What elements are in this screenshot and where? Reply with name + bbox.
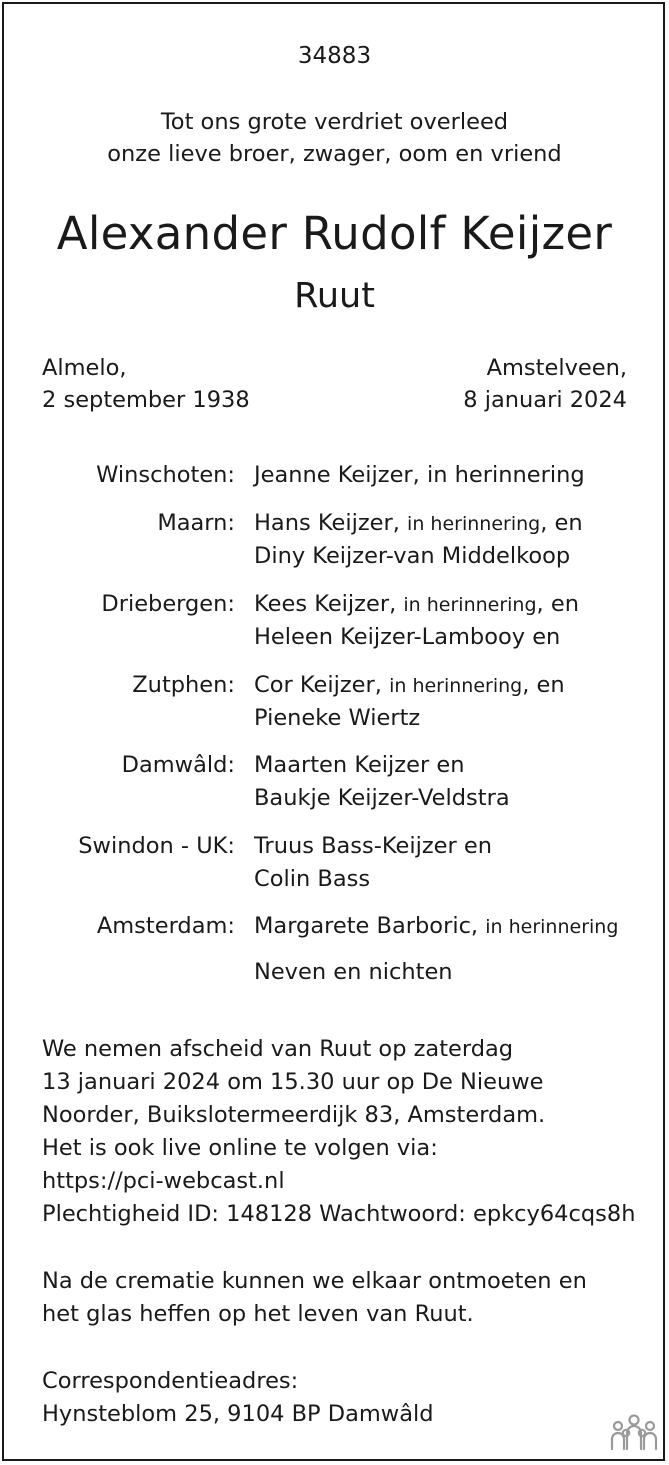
- relative-place-damwald: Damwâld:: [121, 752, 235, 778]
- relative-name: Cor Keijzer,: [254, 672, 382, 698]
- relative-line1-driebergen: [254, 588, 579, 621]
- relative-line1-maarn: [254, 507, 583, 540]
- relative-place-winschoten: Winschoten:: [96, 462, 235, 488]
- ceremony-line-2: 13 januari 2024 om 15.30 uur op De Nieuwe: [42, 1069, 544, 1095]
- correspondence-address: Hynsteblom 25, 9104 BP Damwâld: [42, 1401, 434, 1427]
- relative-tail: , en: [536, 591, 579, 617]
- relative-note: in herinnering: [389, 675, 523, 697]
- relative-note: in herinnering: [407, 513, 541, 535]
- ceremony-credentials: Plechtigheid ID: 148128 Wachtwoord: epkcy64cqs8h: [42, 1201, 636, 1227]
- ceremony-line-1: We nemen afscheid van Ruut op zaterdag: [42, 1036, 514, 1062]
- relative-tail: , en: [540, 510, 583, 536]
- ceremony-line-4: Het is ook live online te volgen via:: [42, 1135, 438, 1161]
- relative-line2-swindon: Colin Bass: [254, 866, 371, 892]
- relative-line1-zutphen: [254, 669, 565, 702]
- relative-place-zutphen: Zutphen:: [132, 672, 235, 698]
- relative-line1-damwald: Maarten Keijzer en: [254, 752, 465, 778]
- relative-name: Hans Keijzer,: [254, 510, 400, 536]
- relative-line1-swindon: Truus Bass-Keijzer en: [254, 833, 493, 859]
- death-date: 8 januari 2024: [463, 387, 627, 413]
- intro-line-2: onze lieve broer, zwager, oom en vriend: [107, 141, 562, 167]
- correspondence-label: Correspondentieadres:: [42, 1368, 299, 1394]
- family-people-icon: [609, 1411, 659, 1451]
- relative-name: Margarete Barboric,: [254, 913, 479, 939]
- birth-date: 2 september 1938: [42, 387, 250, 413]
- relative-line2-driebergen: Heleen Keijzer-Lambooy en: [254, 624, 561, 650]
- cremation-line-2: het glas heffen op het leven van Ruut.: [42, 1301, 474, 1327]
- relative-place-amsterdam: Amsterdam:: [96, 913, 235, 939]
- deceased-name: Alexander Rudolf Keijzer: [56, 207, 613, 260]
- neven-nichten: Neven en nichten: [254, 959, 453, 985]
- relative-line1-amsterdam: [254, 910, 618, 943]
- relative-place-maarn: Maarn:: [157, 510, 235, 536]
- relative-place-driebergen: Driebergen:: [101, 591, 235, 617]
- relative-tail: , en: [522, 672, 565, 698]
- relative-line2-maarn: Diny Keijzer-van Middelkoop: [254, 543, 571, 569]
- relative-note: in herinnering: [485, 916, 619, 938]
- deceased-nickname: Ruut: [294, 276, 375, 316]
- relative-line2-damwald: Baukje Keijzer-Veldstra: [254, 785, 510, 811]
- birth-place: Almelo,: [42, 355, 127, 381]
- cremation-line-1: Na de crematie kunnen we elkaar ontmoeten en: [42, 1268, 587, 1294]
- death-place: Amstelveen,: [486, 355, 627, 381]
- intro-line-1: Tot ons grote verdriet overleed: [160, 109, 509, 135]
- ceremony-line-3: Noorder, Buikslotermeerdijk 83, Amsterdam.: [42, 1102, 546, 1128]
- relative-line2-zutphen: Pieneke Wiertz: [254, 705, 421, 731]
- relative-name: Kees Keijzer,: [254, 591, 397, 617]
- reference-number: 34883: [297, 43, 372, 69]
- relative-place-swindon: Swindon - UK:: [78, 833, 235, 859]
- relative-name-winschoten: Jeanne Keijzer, in herinnering: [254, 462, 585, 488]
- webcast-link[interactable]: https://pci-webcast.nl: [42, 1168, 285, 1194]
- relative-note: in herinnering: [403, 594, 537, 616]
